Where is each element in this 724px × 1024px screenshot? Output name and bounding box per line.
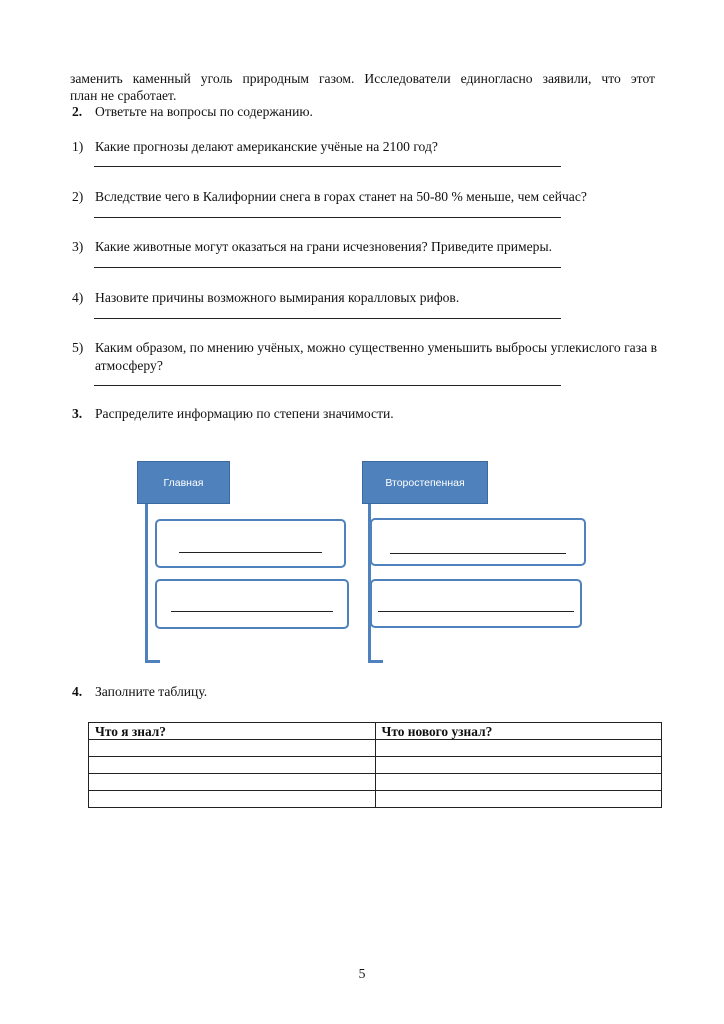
table-row (89, 757, 662, 774)
question-number: 2) (72, 189, 84, 204)
table-cell[interactable] (89, 740, 376, 757)
question-text: Какие животные могут оказаться на грани исчезновения? Приведите примеры. (95, 239, 552, 254)
question-number: 1) (72, 139, 84, 154)
question-text: Вследствие чего в Калифорнии снега в горах станет на 50-80 % меньше, чем сейчас? (95, 189, 587, 204)
table-row (89, 791, 662, 808)
question-number: 4) (72, 290, 84, 305)
question-number: 3) (72, 239, 84, 254)
table-cell[interactable] (375, 791, 662, 808)
task-2-heading (72, 104, 313, 120)
table-cell[interactable] (375, 740, 662, 757)
task-2-title: Ответьте на вопросы по содержанию. (95, 104, 313, 119)
question-text: Назовите причины возможного вымирания коралловых рифов. (95, 290, 460, 305)
answer-box-line (171, 611, 333, 612)
answer-line-3[interactable] (94, 267, 561, 268)
question-5 (72, 339, 657, 375)
diagram-header-secondary: Второстепенная (362, 461, 488, 504)
answer-line-5[interactable] (94, 385, 561, 386)
diagram-bracket-left (145, 504, 148, 663)
fill-in-table (88, 722, 662, 808)
task-2-number: 2. (72, 104, 83, 119)
answer-box-line (179, 552, 322, 553)
diagram-bracket-right-foot (368, 660, 383, 663)
question-text: Какие прогнозы делают американские учёные на 2100 год? (95, 139, 438, 154)
table-cell[interactable] (375, 757, 662, 774)
answer-box-main-1[interactable] (155, 519, 346, 568)
diagram-bracket-left-foot (145, 660, 160, 663)
task-4-title: Заполните таблицу. (95, 684, 208, 699)
answer-box-line (378, 611, 574, 612)
task-3-number: 3. (72, 406, 83, 421)
answer-line-4[interactable] (94, 318, 561, 319)
diagram-header-main: Главная (137, 461, 230, 504)
table-cell[interactable] (89, 791, 376, 808)
question-text: Каким образом, по мнению учёных, можно существенно уменьшить выбросы углекислого газа в атмосферу? (95, 340, 657, 373)
table-header-row (89, 723, 662, 740)
task-4-number: 4. (72, 684, 83, 699)
table-row (89, 774, 662, 791)
page-number: 5 (358, 966, 366, 981)
answer-line-2[interactable] (94, 217, 561, 218)
question-number: 5) (72, 340, 84, 355)
task-3-heading (72, 406, 394, 422)
table-cell[interactable] (89, 757, 376, 774)
answer-box-main-2[interactable] (155, 579, 349, 629)
answer-box-secondary-2[interactable] (370, 579, 582, 628)
column-header-knew: Что я знал? (89, 723, 376, 740)
table-cell[interactable] (89, 774, 376, 791)
column-header-learned: Что нового узнал? (375, 723, 662, 740)
table-row (89, 740, 662, 757)
task-3-title: Распределите информацию по степени значимости. (95, 406, 394, 421)
intro-line-1: заменить каменный уголь природным газом. Исследователи единогласно заявили, что этот (70, 71, 655, 86)
answer-box-secondary-1[interactable] (370, 518, 586, 566)
answer-box-line (390, 553, 566, 554)
intro-paragraph (70, 70, 655, 104)
task-4-heading (72, 684, 208, 700)
intro-line-2: план не сработает. (70, 88, 177, 103)
table-cell[interactable] (375, 774, 662, 791)
answer-line-1[interactable] (94, 166, 561, 167)
